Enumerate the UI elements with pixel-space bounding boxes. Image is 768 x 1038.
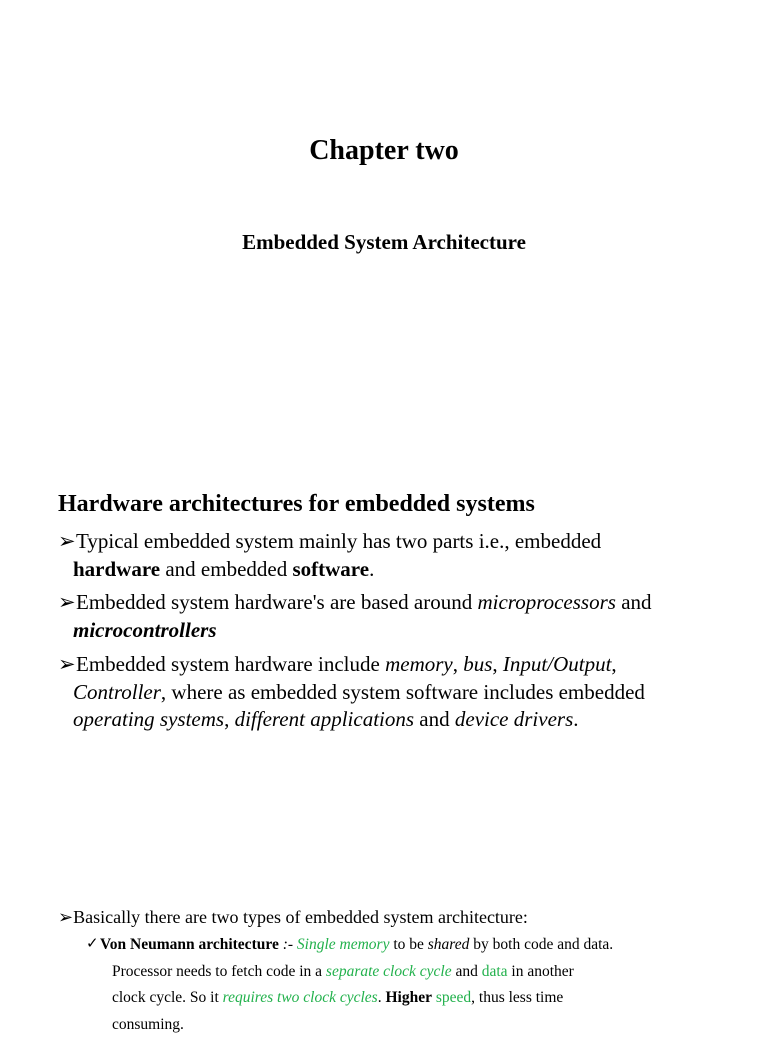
section-heading: Hardware architectures for embedded systems [58,488,535,520]
bullet-item [58,651,708,734]
von-neumann-line-4: consuming. [86,1012,686,1038]
arrow-bullet-icon: ➢ [58,907,73,927]
von-neumann-line-3: clock cycle. So it requires two clock cycles. Higher speed, thus less time [86,985,686,1012]
architecture-intro [58,904,708,930]
von-neumann-first-line: Von Neumann architecture :- Single memory to be shared by both code and data. [86,932,686,959]
architecture-intro-text: Basically there are two types of embedded system architecture: [73,907,528,927]
bullet-text: Embedded system hardware include memory, bus, Input/Output, Controller, where as embedded system software includes embedded operating systems, different applications and device drivers. [58,651,708,734]
arrow-bullet-icon: ➢ [58,528,76,556]
bullet-item [58,528,708,583]
bullet-item [58,589,708,644]
chapter-title: Chapter two [0,133,768,169]
checkmark-icon: ✓ [86,931,99,958]
arrow-bullet-icon: ➢ [58,651,76,679]
chapter-subtitle: Embedded System Architecture [0,228,768,256]
bullet-text: Typical embedded system mainly has two parts i.e., embedded hardware and embedded software. [58,528,708,583]
bullet-text: Embedded system hardware's are based around microprocessors and microcontrollers [58,589,708,644]
arrow-bullet-icon: ➢ [58,589,76,617]
von-neumann-item [86,932,686,1038]
von-neumann-line-2: Processor needs to fetch code in a separate clock cycle and data in another [86,959,686,986]
